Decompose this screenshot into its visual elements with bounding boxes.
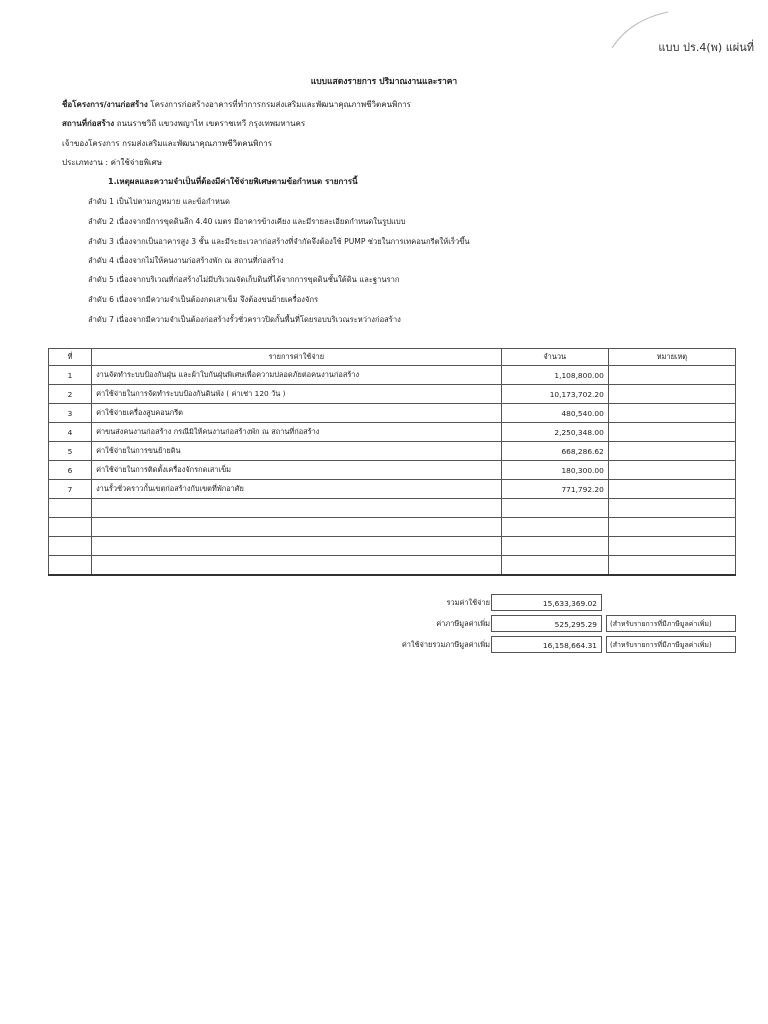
work-type-label: ประเภทงาน : xyxy=(62,158,109,167)
col-header-remark: หมายเหตุ xyxy=(608,349,735,366)
row-amount: 2,250,348.00 xyxy=(501,423,608,442)
reason-item: ลำดับ 2 เนื่องจากมีการขุดดินลึก 4.40 เมตร มีอาคารข้างเคียง และมีรายละเอียดกำหนดในรูปแบบ xyxy=(88,217,406,226)
row-remark xyxy=(608,442,735,461)
col-header-item: รายการค่าใช้จ่าย xyxy=(92,349,502,366)
table-row xyxy=(49,461,736,480)
row-amount: 771,792.20 xyxy=(501,480,608,499)
table-row xyxy=(49,385,736,404)
site-line xyxy=(62,117,305,130)
row-no: 4 xyxy=(49,423,92,442)
row-amount: 180,300.00 xyxy=(501,461,608,480)
row-no: 5 xyxy=(49,442,92,461)
cost-table xyxy=(48,348,736,576)
row-item: ค่าขนส่งคนงานก่อสร้าง กรณีมิให้คนงานก่อสร้างพัก ณ สถานที่ก่อสร้าง xyxy=(92,423,502,442)
subtotal-label: รวมค่าใช้จ่าย xyxy=(446,598,490,607)
reason-item: ลำดับ 1 เป็นไปตามกฎหมาย และข้อกำหนด xyxy=(88,197,230,206)
row-no: 1 xyxy=(49,366,92,385)
row-item: ค่าใช้จ่ายในการขนย้ายดิน xyxy=(92,442,502,461)
row-remark xyxy=(608,480,735,499)
reason-item: ลำดับ 4 เนื่องจากไม่ให้คนงานก่อสร้างพัก ณ สถานที่ก่อสร้าง xyxy=(88,256,284,265)
grand-total-label: ค่าใช้จ่ายรวมภาษีมูลค่าเพิ่ม xyxy=(401,640,490,649)
row-item: งานจัดทำระบบป้องกันฝุ่น และผ้าใบกันฝุ่นพิเศษเพื่อความปลอดภัยต่อคนงานก่อสร้าง xyxy=(92,366,502,385)
site-value: ถนนราชวิถี แขวงพญาไท เขตราชเทวี กรุงเทพมหานคร xyxy=(116,119,306,128)
table-row xyxy=(49,366,736,385)
reason-heading: 1.เหตุผลและความจำเป็นที่ต้องมีค่าใช้จ่ายพิเศษตามข้อกำหนด รายการนี้ xyxy=(108,177,358,186)
vat-note: (สำหรับรายการที่มีภาษีมูลค่าเพิ่ม) xyxy=(606,615,736,632)
row-remark xyxy=(608,461,735,480)
row-no: 7 xyxy=(49,480,92,499)
row-item: ค่าใช้จ่ายเครื่องสูบคอนกรีต xyxy=(92,404,502,423)
reason-item: ลำดับ 7 เนื่องจากมีความจำเป็นต้องก่อสร้างรั้วชั่วคราวปิดกั้นพื้นที่โดยรอบบริเวณระหว่างก่อสร้าง xyxy=(88,315,401,324)
row-no: 2 xyxy=(49,385,92,404)
row-no: 6 xyxy=(49,461,92,480)
table-row-empty xyxy=(49,518,736,537)
table-row-empty xyxy=(49,499,736,518)
row-amount: 480,540.00 xyxy=(501,404,608,423)
document-title: แบบแสดงรายการ ปริมาณงานและราคา xyxy=(310,77,458,87)
vat-label: ค่าภาษีมูลค่าเพิ่ม xyxy=(436,619,490,628)
form-code: แบบ ปร.4(พ) แผ่นที่ xyxy=(658,41,754,54)
reason-item: ลำดับ 6 เนื่องจากมีความจำเป็นต้องกดเสาเข็ม จึงต้องขนย้ายเครื่องจักร xyxy=(88,295,319,304)
site-label: สถานที่ก่อสร้าง xyxy=(62,119,115,128)
work-type-line xyxy=(62,156,162,169)
row-remark xyxy=(608,404,735,423)
reason-item: ลำดับ 3 เนื่องจากเป็นอาคารสูง 3 ชั้น และมีระยะเวลาก่อสร้างที่จำกัดจึงต้องใช้ PUMP ช่วยในการเทคอนกรีตให้เร็วขึ้น xyxy=(88,237,470,246)
owner-label: เจ้าของโครงการ xyxy=(62,139,120,148)
table-header-row xyxy=(49,349,736,366)
row-remark xyxy=(608,423,735,442)
table-row-empty xyxy=(49,537,736,556)
row-amount: 1,108,800.00 xyxy=(501,366,608,385)
table-row xyxy=(49,480,736,499)
col-header-amount: จำนวน xyxy=(501,349,608,366)
row-remark xyxy=(608,366,735,385)
table-row xyxy=(49,404,736,423)
work-type-value: ค่าใช้จ่ายพิเศษ xyxy=(110,158,163,167)
row-item: งานรั้วชั่วคราวกั้นเขตก่อสร้างกับเขตที่พักอาศัย xyxy=(92,480,502,499)
subtotal-value: 15,633,369.02 xyxy=(491,594,602,611)
row-item: ค่าใช้จ่ายในการจัดทำระบบป้องกันดินพัง ( ค่าเช่า 120 วัน ) xyxy=(92,385,502,404)
row-item: ค่าใช้จ่ายในการติดตั้งเครื่องจักรกดเสาเข็ม xyxy=(92,461,502,480)
project-name-label: ชื่อโครงการ/งานก่อสร้าง xyxy=(62,100,148,109)
row-remark xyxy=(608,385,735,404)
row-no: 3 xyxy=(49,404,92,423)
reason-item: ลำดับ 5 เนื่องจากบริเวณที่ก่อสร้างไม่มีบริเวณจัดเก็บดินที่ได้จากการขุดดินชั้นใต้ดิน และฐานราก xyxy=(88,275,400,284)
owner-line xyxy=(62,137,272,150)
owner-value: กรมส่งเสริมและพัฒนาคุณภาพชีวิตคนพิการ xyxy=(122,139,272,148)
table-row xyxy=(49,423,736,442)
table-row-empty xyxy=(49,556,736,576)
project-name-value: โครงการก่อสร้างอาคารที่ทำการกรมส่งเสริมและพัฒนาคุณภาพชีวิตคนพิการ xyxy=(150,100,411,109)
row-amount: 10,173,702.20 xyxy=(501,385,608,404)
row-amount: 668,286.62 xyxy=(501,442,608,461)
grand-total-value: 16,158,664.31 xyxy=(491,636,602,653)
project-name-line xyxy=(62,98,411,111)
grand-total-note: (สำหรับรายการที่มีภาษีมูลค่าเพิ่ม) xyxy=(606,636,736,653)
vat-value: 525,295.29 xyxy=(491,615,602,632)
table-row xyxy=(49,442,736,461)
col-header-no: ที่ xyxy=(49,349,92,366)
